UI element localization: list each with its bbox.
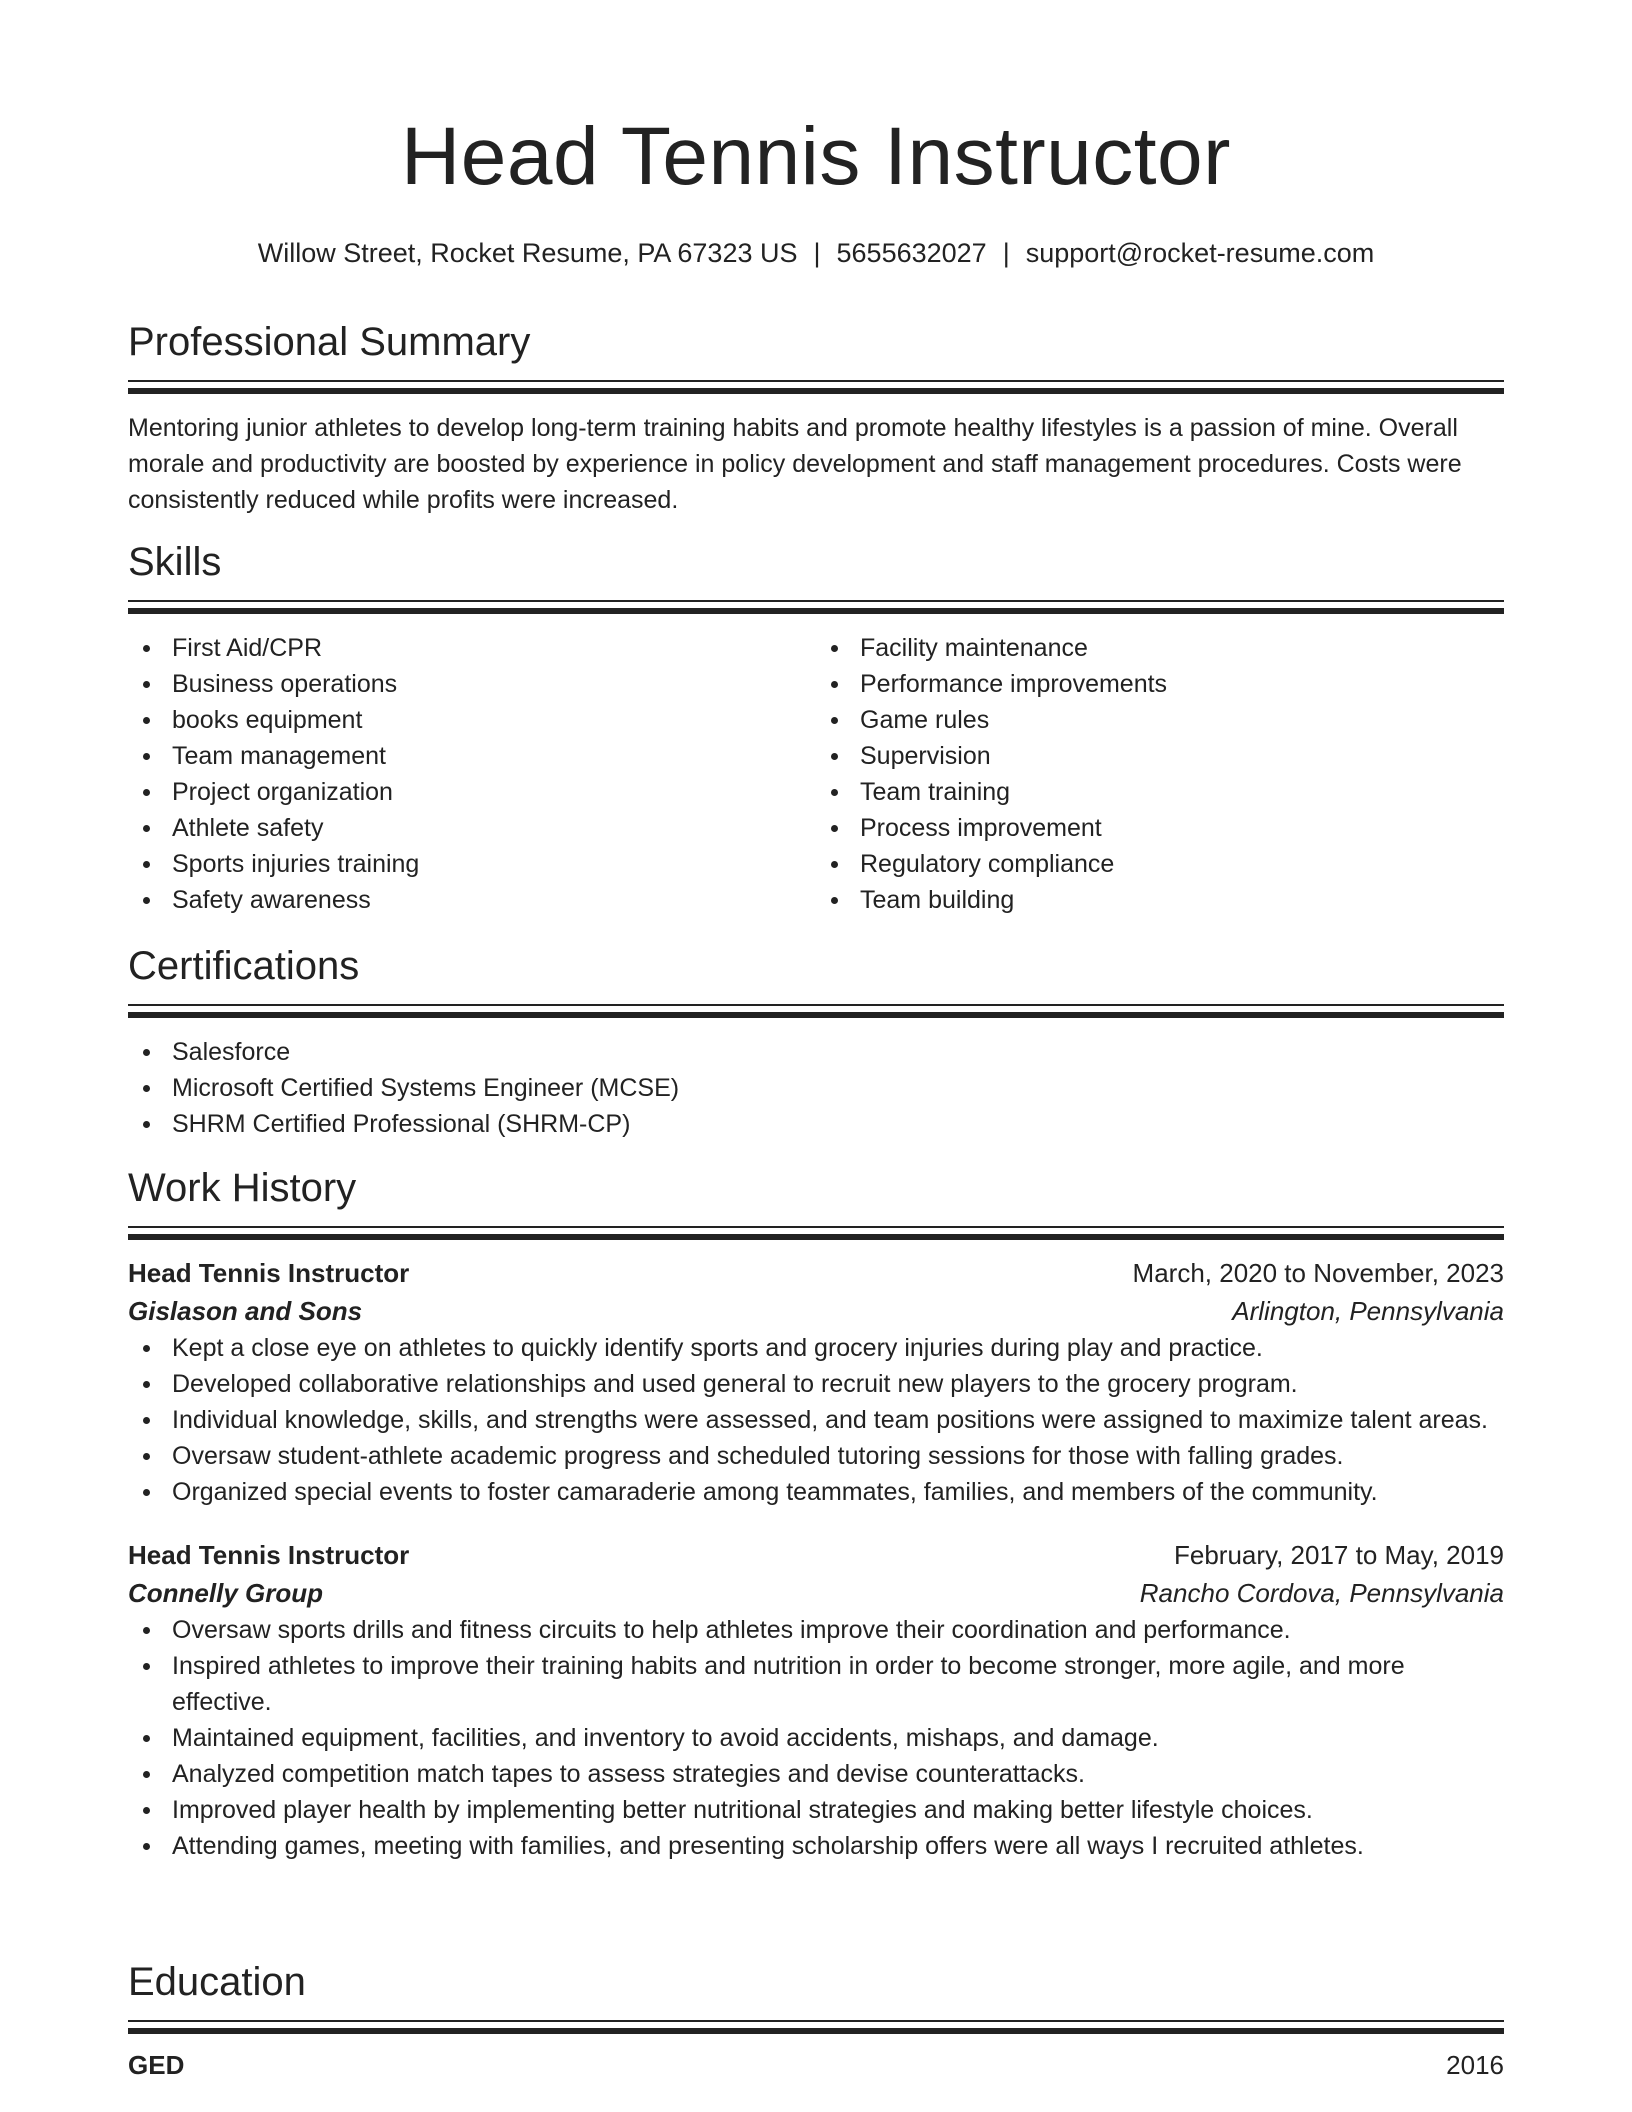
section-divider [128,600,1504,614]
job-dates: March, 2020 to November, 2023 [1132,1258,1504,1288]
section-title-certifications: Certifications [128,944,360,988]
section-divider [128,380,1504,394]
certification-item: Salesforce [128,1034,1504,1070]
job-bullet: Oversaw sports drills and fitness circuits to help athletes improve their coordination and performance. [128,1612,1504,1648]
contact-separator: | [813,238,821,268]
skill-item: Team building [816,882,1504,918]
section-title-skills: Skills [128,540,222,584]
job-location: Arlington, Pennsylvania [1232,1296,1504,1326]
section-divider [128,1226,1504,1240]
job-location: Rancho Cordova, Pennsylvania [1139,1578,1504,1608]
job-company: Gislason and Sons [128,1296,363,1326]
skill-item: First Aid/CPR [128,630,816,666]
certifications-list [128,1034,1504,1142]
job-bullet: Organized special events to foster camaraderie among teammates, families, and members of the community. [128,1474,1504,1510]
education-row [128,2046,1504,2084]
job-bullet: Kept a close eye on athletes to quickly identify sports and grocery injuries during play and practice. [128,1330,1504,1366]
job-header-row [128,1536,1504,1574]
skill-item: Project organization [128,774,816,810]
certifications-section [128,946,1504,1142]
contact-line [128,240,1504,267]
work-history-section [128,1168,1504,1864]
resume-name: Head Tennis Instructor [401,111,1231,202]
skill-item: Business operations [128,666,816,702]
skill-item: Supervision [816,738,1504,774]
skill-item: Game rules [816,702,1504,738]
job-bullet: Developed collaborative relationships and used general to recruit new players to the grocery program. [128,1366,1504,1402]
skills-grid [128,630,1504,918]
certification-item: Microsoft Certified Systems Engineer (MCSE) [128,1070,1504,1106]
job-bullets [128,1612,1504,1864]
job-title: Head Tennis Instructor [128,1258,410,1288]
job-bullets [128,1330,1504,1510]
skill-item: Team training [816,774,1504,810]
contact-separator: | [1002,238,1010,268]
contact-phone: 5655632027 [836,238,987,268]
certification-item: SHRM Certified Professional (SHRM-CP) [128,1106,1504,1142]
job-bullet: Analyzed competition match tapes to assess strategies and devise counterattacks. [128,1756,1504,1792]
contact-email: support@rocket-resume.com [1025,238,1375,268]
section-title-education: Education [128,1960,306,2004]
skill-item: Team management [128,738,816,774]
summary-text: Mentoring junior athletes to develop long-term training habits and promote healthy lifestyles is a passion of mine. Overall morale and productivity are boosted by experience in policy development and staff management procedures. Costs were consistently reduced while profits were increased. [128,414,1462,514]
skill-item: Facility maintenance [816,630,1504,666]
job-company: Connelly Group [128,1578,323,1608]
skills-column-left [128,630,816,918]
summary-section [128,322,1504,518]
section-title-summary: Professional Summary [128,320,531,364]
skill-item: Athlete safety [128,810,816,846]
section-title-work-history: Work History [128,1166,357,1210]
job-entry [128,1536,1504,1864]
job-bullet: Maintained equipment, facilities, and inventory to avoid accidents, mishaps, and damage. [128,1720,1504,1756]
job-dates: February, 2017 to May, 2019 [1173,1540,1504,1570]
job-bullet: Individual knowledge, skills, and strengths were assessed, and team positions were assigned to maximize talent areas. [128,1402,1504,1438]
skill-item: Safety awareness [128,882,816,918]
contact-address: Willow Street, Rocket Resume, PA 67323 US [257,238,798,268]
job-bullet: Oversaw student-athlete academic progress and scheduled tutoring sessions for those with falling grades. [128,1438,1504,1474]
skill-item: Sports injuries training [128,846,816,882]
job-bullet: Improved player health by implementing better nutritional strategies and making better lifestyle choices. [128,1792,1504,1828]
skill-item: books equipment [128,702,816,738]
job-header-row [128,1254,1504,1292]
education-year: 2016 [1446,2050,1504,2080]
section-divider [128,1004,1504,1018]
job-bullet: Attending games, meeting with families, and presenting scholarship offers were all ways I recruited athletes. [128,1828,1504,1864]
skill-item: Regulatory compliance [816,846,1504,882]
skill-item: Performance improvements [816,666,1504,702]
job-company-row [128,1574,1504,1612]
section-divider [128,2020,1504,2034]
job-bullet: Inspired athletes to improve their training habits and nutrition in order to become stronger, more agile, and more effective. [128,1648,1504,1720]
job-entry [128,1254,1504,1510]
job-company-row [128,1292,1504,1330]
education-degree: GED [128,2050,185,2080]
skills-section [128,542,1504,918]
skill-item: Process improvement [816,810,1504,846]
skills-column-right [816,630,1504,918]
education-section [128,1962,1504,2084]
job-title: Head Tennis Instructor [128,1540,410,1570]
